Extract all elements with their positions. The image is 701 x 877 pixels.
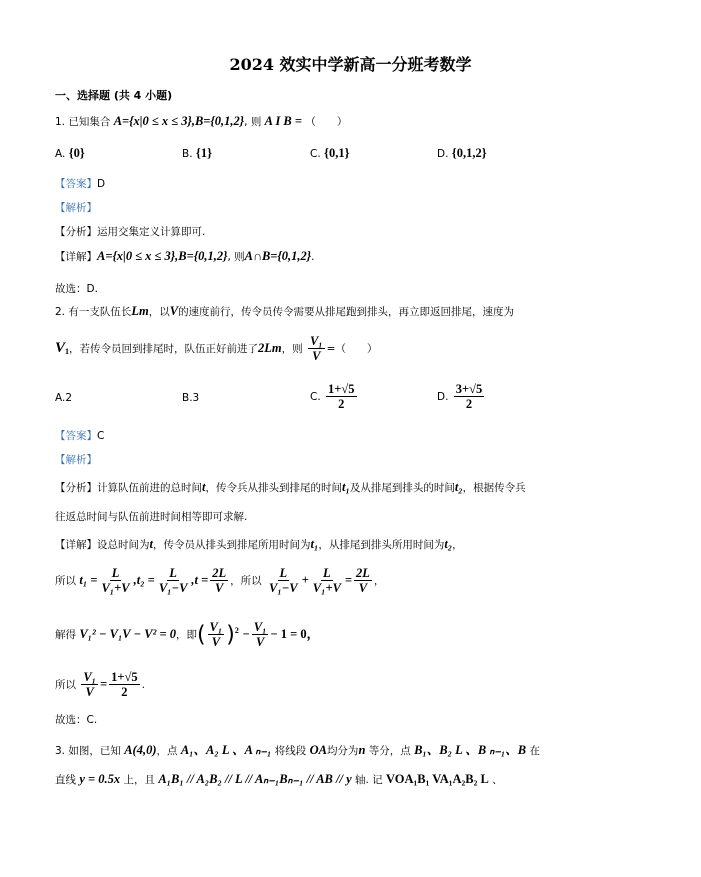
q2-fenxi-line2: 往返总时间与队伍前进时间相等即可求解. bbox=[55, 511, 248, 523]
q2-result-line: 所以 $\frac{\text{V₁}}{V}$ = $\frac{1+√5}{2}$ . bbox=[55, 670, 145, 700]
q1-answer: 【答案】D bbox=[55, 178, 106, 190]
q2-ratio-fraction: $\frac{\text{V₁}}{V}$ bbox=[309, 334, 323, 364]
q2-option-b: B.3 bbox=[182, 392, 200, 404]
q1-xiangjie: 【详解】A={x|0 ≤ x ≤ 3},B={0,1,2}, 则A∩B={0,1,2}. bbox=[55, 249, 315, 263]
q1-conclusion: 故选：D. bbox=[55, 283, 98, 295]
q1-stem-math: A={x|0 ≤ x ≤ 3},B={0,1,2} bbox=[113, 114, 245, 128]
section-heading: 一、选择题 (共 4 小题) bbox=[55, 89, 173, 102]
q2-analysis-tag: 【解析】 bbox=[55, 454, 97, 466]
q2-option-a: A.2 bbox=[55, 392, 73, 404]
q1-fenxi: 【分析】运用交集定义计算即可. bbox=[55, 226, 206, 238]
q1-option-a: A. {0} bbox=[55, 146, 85, 160]
q2-xiangjie: 【详解】设总时间为t，传令员从排头到排尾所用时间为t₁，从排尾到排头所用时间为t₂， bbox=[55, 537, 463, 551]
q2-solve-line: 解得 V₁² − V₁V − V² = 0，即( $\frac{\text{V₁}}{V}$ )$^2$ − $\frac{\text{V₁}}{V}$ − 1 = 0， bbox=[55, 620, 320, 650]
q2-conclusion: 故选：C. bbox=[55, 714, 98, 726]
q2-equations-line: 所以 t₁ = $\frac{L}{\text{V₁+V}}$ ,t₂ = $\frac{L}{\text{V₁−V}}$ ,t = $\frac{2L}{V}$ ，所以 $\frac{L}{\text{V₁−V}}$ + $\frac{L}{\text{V₁+V}}$ = $\frac{2L}{V}$ ， bbox=[55, 566, 385, 596]
answer-tag: 【答案】 bbox=[55, 178, 97, 190]
q1-stem-suffix: （ ） bbox=[305, 116, 348, 128]
q1-stem-prefix: 1. 已知集合 bbox=[55, 116, 111, 128]
q2-option-d: D. $\frac{3+√5}{2}$ bbox=[437, 382, 483, 412]
q2-option-c: C. $\frac{1+√5}{2}$ bbox=[310, 382, 355, 412]
q3-line2: 直线 y = 0.5x 上，且 A₁B₁ // A₂B₂ // L // Aₙ₋₁Bₙ₋₁ // AB // y 轴. 记 VOA₁B₁ VA₁A₂B₂ L 、 bbox=[55, 772, 503, 786]
q1-option-b: B. {1} bbox=[182, 146, 212, 160]
document-title: 2024 效实中学新高一分班考数学 bbox=[229, 55, 472, 74]
q2-answer: 【答案】C bbox=[55, 430, 105, 442]
q2-line1: 2. 有一支队伍长Lm，以V的速度前行，传令员传令需要从排尾跑到排头，再立即返回排尾，速度为 bbox=[55, 304, 515, 318]
q1-stem bbox=[55, 114, 347, 129]
q1-analysis-tag: 【解析】 bbox=[55, 202, 97, 214]
q1-stem-math2: A I B = bbox=[264, 114, 303, 128]
q2-line2: $V_1$，若传令员回到排尾时，队伍正好前进了2Lm，则 $\frac{\text{V₁}}{V}$ =（ ） bbox=[55, 334, 378, 364]
q1-option-c: C. {0,1} bbox=[310, 146, 350, 160]
q1-stem-mid: , 则 bbox=[244, 116, 262, 128]
q1-option-d: D. {0,1,2} bbox=[437, 146, 487, 160]
q2-fenxi-line1: 【分析】计算队伍前进的总时间t，传令兵从排头到排尾的时间t₁及从排尾到排头的时间t₂，根据传令兵 bbox=[55, 480, 526, 494]
q3-line1: 3. 如图，已知 A(4,0)，点 A₁、A₂ L 、A ₙ₋₁ 将线段 OA均分为n 等分，点 B₁、B₂ L 、B ₙ₋₁、B 在 bbox=[55, 743, 540, 757]
